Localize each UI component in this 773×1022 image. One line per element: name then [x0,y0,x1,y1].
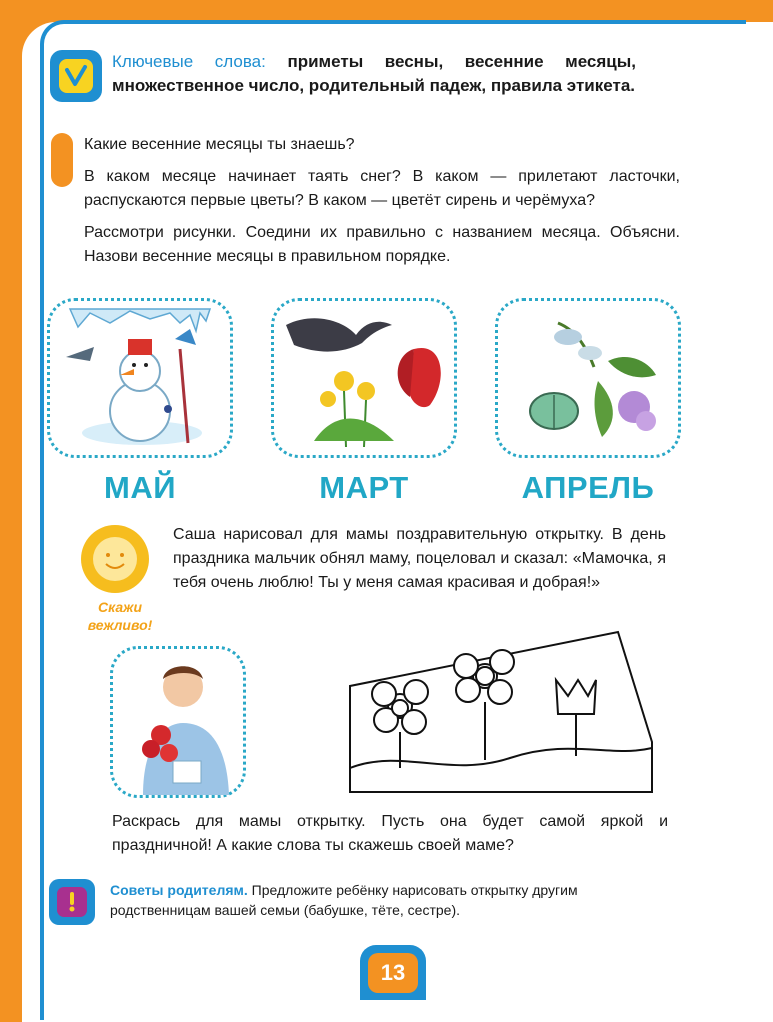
month-label-may: МАЙ [104,470,176,505]
questions-block [84,133,680,277]
checkmark-icon [50,50,102,102]
keywords-text: приметы весны, весенние месяцы, множественное число, родительный падеж, правила этикета. [112,52,636,95]
lilac-beetle-illustration [498,301,678,455]
polite-label-line1: Скажи [97,599,143,615]
question-1: Какие весенние месяцы ты знаешь? [84,136,355,153]
greeting-card-outline [340,628,662,800]
polite-label [72,598,168,634]
month-label-march: МАРТ [319,470,409,505]
boy-with-flowers-card [110,646,246,798]
parent-tips-label: Советы родителям. [110,882,248,898]
keywords-label: Ключевые слова: [112,52,266,71]
lilac-beetle-picture-card [495,298,681,458]
swallow-illustration [274,301,454,455]
parent-tips-text: Предложите ребёнку нарисовать открытку другим родственницам вашей семьи (бабушке, тёте, сестре). [110,882,578,918]
swallow-picture-card [271,298,457,458]
coloring-text: Раскрась для мамы открытку. Пусть она будет самой яркой и праздничной! А какие слова ты скажешь своей маме? [112,813,668,854]
story-text [173,523,666,603]
parent-tips [110,880,680,920]
page-number-tab [360,945,426,1000]
question-3: Рассмотри рисунки. Соедини их правильно с названием месяца. Объясни. Назови весенние месяцы в правильном порядке. [84,224,680,265]
boy-illustration [113,649,243,795]
smiling-sun-icon [74,518,156,600]
question-2: В каком месяце начинает таять снег? В каком — прилетают ласточки, распускаются первые цветы? В каком — цветёт сирень и черёмуха? [84,168,680,209]
snowman-picture-card [47,298,233,458]
section-marker [51,133,73,187]
month-label-april: АПРЕЛЬ [521,470,655,505]
exclamation-icon [49,879,95,925]
page-number: 13 [368,953,418,993]
polite-label-line2: вежливо! [87,617,153,633]
snowman-illustration [50,301,230,455]
coloring-task [112,810,668,866]
keywords-line [112,50,636,98]
story-paragraph: Саша нарисовал для мамы поздравительную открытку. В день праздника мальчик обнял маму, поцеловал и сказал: «Мамочка, я тебя очень люблю! Ты у меня самая красивая и добрая!» [173,526,666,591]
